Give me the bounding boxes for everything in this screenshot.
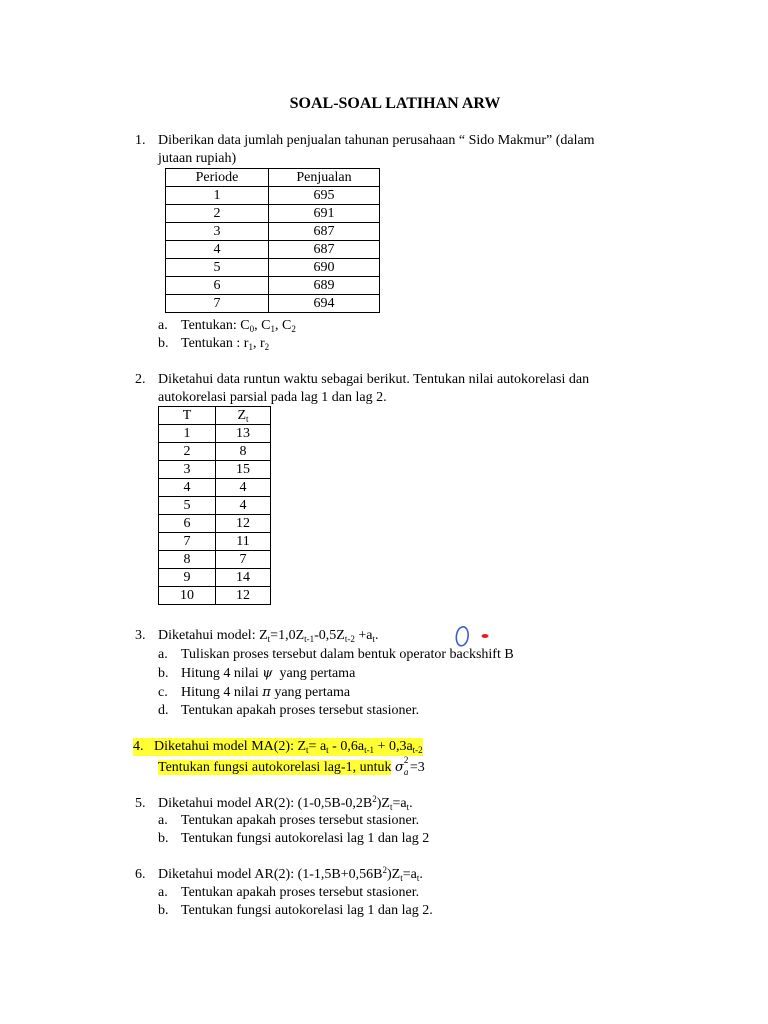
page-title: SOAL-SOAL LATIHAN ARW	[289, 95, 501, 112]
q5b-text: Tentukan fungsi autokorelasi lag 1 dan lag 2	[181, 831, 430, 846]
table-cell: 11	[216, 533, 271, 551]
table-cell: 7	[159, 533, 216, 551]
q2-text-line1: Diketahui data runtun waktu sebagai berikut. Tentukan nilai autokorelasi dan	[158, 372, 590, 387]
table-cell: 9	[159, 569, 216, 587]
table-cell: 2	[166, 205, 269, 223]
table-row	[159, 479, 271, 497]
table-cell: 10	[159, 587, 216, 605]
column-header-periode: Periode	[166, 169, 269, 187]
q6b-label: b.	[158, 903, 169, 918]
table-cell: 4	[166, 241, 269, 259]
table-row	[159, 497, 271, 515]
table-cell: 15	[216, 461, 271, 479]
column-header-t: T	[159, 407, 216, 425]
table-row	[159, 443, 271, 461]
table-row	[159, 533, 271, 551]
table-cell: 694	[269, 295, 380, 313]
table-cell: 1	[166, 187, 269, 205]
q3d-label: d.	[158, 703, 169, 718]
table-row	[166, 205, 380, 223]
q5a-label: a.	[158, 813, 168, 828]
table-cell: 13	[216, 425, 271, 443]
q5b-label: b.	[158, 831, 169, 846]
q1-text-line1: Diberikan data jumlah penjualan tahunan perusahaan “ Sido Makmur” (dalam	[158, 133, 595, 148]
table-cell: 687	[269, 241, 380, 259]
table-row	[166, 241, 380, 259]
q3d-text: Tentukan apakah proses tersebut stasioner.	[181, 703, 420, 718]
table-cell: 2	[159, 443, 216, 461]
table-row	[159, 587, 271, 605]
table-header-row	[166, 169, 380, 187]
q2-number: 2.	[135, 372, 146, 387]
q3c-text: Hitung 4 nilai π yang pertama	[181, 685, 351, 700]
table-cell: 8	[216, 443, 271, 461]
q1-text-line2: jutaan rupiah)	[158, 151, 237, 166]
pi-symbol: π	[262, 685, 271, 700]
table-cell: 7	[166, 295, 269, 313]
q4-line1: 4. Diketahui model MA(2): $Z_t= a_t - 0,6a_{t-1} + 0,3a_{t-2}$	[133, 739, 423, 755]
q3b-text: Hitung 4 nilai ψ yang pertama	[181, 666, 356, 681]
table-cell: 695	[269, 187, 380, 205]
q2-text-line2: autokorelasi parsial pada lag 1 dan lag 2.	[158, 390, 387, 405]
table-cell: 12	[216, 515, 271, 533]
table-cell: 4	[216, 497, 271, 515]
table-cell: 4	[159, 479, 216, 497]
table-cell: 5	[159, 497, 216, 515]
q3b-label: b.	[158, 666, 169, 681]
table-row	[166, 259, 380, 277]
q1b-text: Tentukan : $r_1$, $r_2$	[181, 336, 270, 352]
table-row	[159, 569, 271, 587]
table-row	[166, 277, 380, 295]
table-cell: 3	[166, 223, 269, 241]
table-row	[166, 223, 380, 241]
table-cell: 3	[159, 461, 216, 479]
table-cell: 6	[159, 515, 216, 533]
table-cell: 5	[166, 259, 269, 277]
q6a-text: Tentukan apakah proses tersebut stasioner.	[181, 885, 420, 900]
table-header-row	[159, 407, 271, 425]
q5a-text: Tentukan apakah proses tersebut stasioner.	[181, 813, 420, 828]
q6b-text: Tentukan fungsi autokorelasi lag 1 dan lag 2.	[181, 903, 433, 918]
table-cell: 4	[216, 479, 271, 497]
table-cell: 690	[269, 259, 380, 277]
q6-model: Diketahui model AR(2): $(1-1,5B+0,56B^2)Z_t=a_t$.	[158, 865, 423, 883]
red-pen-dot	[482, 634, 489, 638]
sigma-symbol: σ	[394, 760, 404, 775]
table-row	[159, 461, 271, 479]
q5-number: 5.	[135, 796, 146, 811]
q3c-label: c.	[158, 685, 168, 700]
table-row	[159, 515, 271, 533]
table-cell: 689	[269, 277, 380, 295]
table-cell: 687	[269, 223, 380, 241]
q1-sales-table	[165, 168, 380, 313]
q3-model: Diketahui model: $Z_t=1,0Z_{t-1}-0,5Z_{t-2} +a_t$.	[158, 628, 379, 644]
q6a-label: a.	[158, 885, 168, 900]
table-cell: 7	[216, 551, 271, 569]
table-cell: 6	[166, 277, 269, 295]
table-cell: 12	[216, 587, 271, 605]
q4-line2: Tentukan fungsi autokorelasi lag-1, untuk σ 2 a =3	[158, 755, 425, 777]
q1a-text: Tentukan: $C_0$, $C_1$, $C_2$	[181, 318, 296, 334]
psi-symbol: ψ	[262, 666, 273, 681]
table-row	[166, 187, 380, 205]
table-row	[159, 425, 271, 443]
table-cell: 1	[159, 425, 216, 443]
table-cell: 8	[159, 551, 216, 569]
table-cell: 14	[216, 569, 271, 587]
q1-number: 1.	[135, 133, 146, 148]
q3a-label: a.	[158, 647, 168, 662]
column-header-penjualan: Penjualan	[269, 169, 380, 187]
table-row	[166, 295, 380, 313]
q2-time-series-table	[158, 406, 271, 605]
table-cell: 691	[269, 205, 380, 223]
q5-model: Diketahui model AR(2): $(1-0,5B-0,2B^2)Z_t=a_t$.	[158, 794, 413, 812]
blue-pen-stroke	[456, 627, 468, 646]
q3a-text: Tuliskan proses tersebut dalam bentuk operator backshift B	[181, 647, 514, 662]
q6-number: 6.	[135, 867, 146, 882]
q1b-label: b.	[158, 336, 169, 351]
q1a-label: a.	[158, 318, 168, 333]
q3-number: 3.	[135, 628, 146, 643]
column-header-zt: $Z_t$	[216, 407, 271, 425]
table-row	[159, 551, 271, 569]
